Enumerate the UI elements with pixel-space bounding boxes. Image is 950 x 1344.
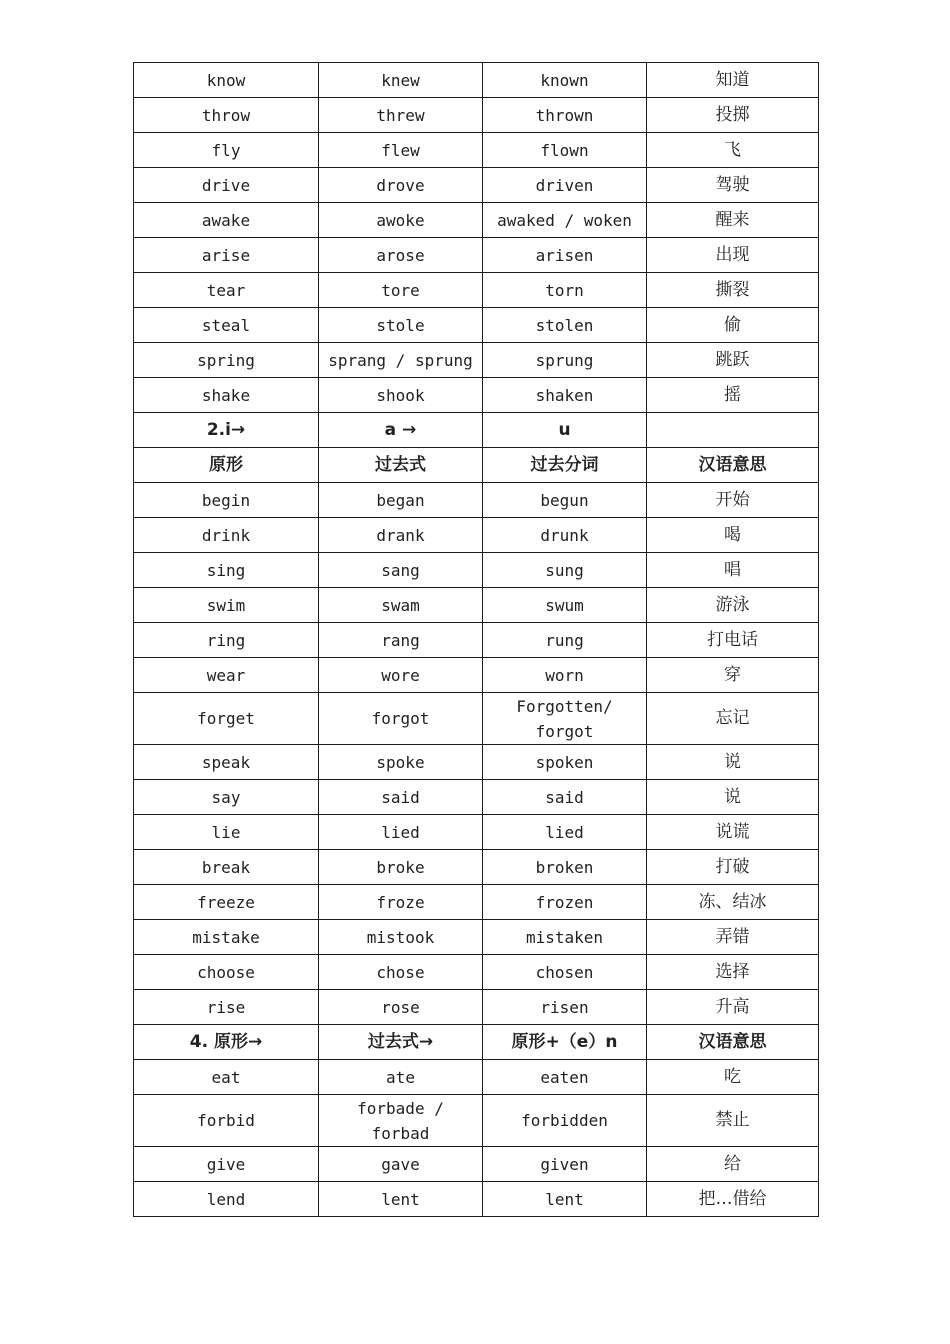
past-participle-cell: sung [483,553,647,588]
verb-row [134,658,819,693]
past-participle-cell: worn [483,658,647,693]
past-tense-cell: tore [319,273,483,308]
irregular-verb-table [133,62,819,1217]
base-form-cell: 2.i→ [134,413,319,448]
chinese-meaning-cell: 唱 [647,553,819,588]
verb-row [134,693,819,745]
past-participle-cell: rung [483,623,647,658]
base-form-cell: break [134,850,319,885]
base-form-cell: forbid [134,1095,319,1147]
chinese-meaning-cell: 把…借给 [647,1182,819,1217]
verb-row [134,308,819,343]
past-participle-cell: 原形+（e）n [483,1025,647,1060]
chinese-meaning-cell: 游泳 [647,588,819,623]
base-form-cell: lend [134,1182,319,1217]
verb-row [134,133,819,168]
base-form-cell: rise [134,990,319,1025]
verb-row [134,98,819,133]
chinese-meaning-cell: 说 [647,780,819,815]
base-form-cell: eat [134,1060,319,1095]
base-form-cell: arise [134,238,319,273]
verb-row [134,623,819,658]
past-participle-cell: forbidden [483,1095,647,1147]
verb-row [134,1182,819,1217]
past-tense-cell: flew [319,133,483,168]
chinese-meaning-cell: 汉语意思 [647,1025,819,1060]
verb-row [134,518,819,553]
chinese-meaning-cell: 知道 [647,63,819,98]
base-form-cell: choose [134,955,319,990]
chinese-meaning-cell: 摇 [647,378,819,413]
base-form-cell: mistake [134,920,319,955]
verb-row [134,885,819,920]
past-tense-cell: knew [319,63,483,98]
past-participle-cell: u [483,413,647,448]
chinese-meaning-cell: 出现 [647,238,819,273]
chinese-meaning-cell: 给 [647,1147,819,1182]
past-participle-cell: spoken [483,745,647,780]
past-participle-cell: frozen [483,885,647,920]
past-participle-cell: arisen [483,238,647,273]
base-form-cell: drive [134,168,319,203]
past-tense-cell: awoke [319,203,483,238]
base-form-cell: ring [134,623,319,658]
verb-row [134,343,819,378]
past-participle-cell: risen [483,990,647,1025]
base-form-cell: steal [134,308,319,343]
verb-table-body [134,63,819,1217]
past-tense-cell: lent [319,1182,483,1217]
past-participle-cell: stolen [483,308,647,343]
verb-row [134,780,819,815]
chinese-meaning-cell: 升高 [647,990,819,1025]
past-participle-cell: sprung [483,343,647,378]
chinese-meaning-cell: 吃 [647,1060,819,1095]
past-tense-cell: arose [319,238,483,273]
base-form-cell: begin [134,483,319,518]
past-tense-cell: stole [319,308,483,343]
chinese-meaning-cell [647,413,819,448]
base-form-cell: shake [134,378,319,413]
chinese-meaning-cell: 选择 [647,955,819,990]
chinese-meaning-cell: 打破 [647,850,819,885]
verb-row [134,588,819,623]
past-tense-cell: broke [319,850,483,885]
chinese-meaning-cell: 打电话 [647,623,819,658]
past-tense-cell: rang [319,623,483,658]
past-participle-cell: said [483,780,647,815]
base-form-cell: give [134,1147,319,1182]
chinese-meaning-cell: 撕裂 [647,273,819,308]
verb-row [134,378,819,413]
chinese-meaning-cell: 投掷 [647,98,819,133]
verb-row [134,203,819,238]
base-form-cell: sing [134,553,319,588]
chinese-meaning-cell: 弄错 [647,920,819,955]
chinese-meaning-cell: 喝 [647,518,819,553]
past-participle-cell: given [483,1147,647,1182]
past-tense-cell: mistook [319,920,483,955]
past-participle-cell: chosen [483,955,647,990]
chinese-meaning-cell: 飞 [647,133,819,168]
base-form-cell: throw [134,98,319,133]
base-form-cell: drink [134,518,319,553]
past-tense-cell: began [319,483,483,518]
past-tense-cell: threw [319,98,483,133]
chinese-meaning-cell: 说 [647,745,819,780]
past-participle-cell: begun [483,483,647,518]
verb-row [134,815,819,850]
verb-row [134,63,819,98]
past-tense-cell: wore [319,658,483,693]
verb-row [134,168,819,203]
past-participle-cell: drunk [483,518,647,553]
past-tense-cell: spoke [319,745,483,780]
base-form-cell: spring [134,343,319,378]
past-tense-cell: swam [319,588,483,623]
past-tense-cell: gave [319,1147,483,1182]
past-participle-cell: broken [483,850,647,885]
past-tense-cell: a → [319,413,483,448]
past-participle-cell: known [483,63,647,98]
chinese-meaning-cell: 禁止 [647,1095,819,1147]
past-participle-cell: driven [483,168,647,203]
past-tense-cell: drank [319,518,483,553]
past-participle-cell: lent [483,1182,647,1217]
verb-row [134,990,819,1025]
past-participle-cell: shaken [483,378,647,413]
past-tense-cell: drove [319,168,483,203]
past-tense-cell: sprang / sprung [319,343,483,378]
chinese-meaning-cell: 跳跃 [647,343,819,378]
chinese-meaning-cell: 开始 [647,483,819,518]
section-header-row [134,413,819,448]
past-tense-cell: sang [319,553,483,588]
past-participle-cell: lied [483,815,647,850]
verb-row [134,745,819,780]
base-form-cell: speak [134,745,319,780]
past-tense-cell: said [319,780,483,815]
chinese-meaning-cell: 汉语意思 [647,448,819,483]
past-tense-cell: forbade / forbad [319,1095,483,1147]
past-tense-cell: ate [319,1060,483,1095]
base-form-cell: tear [134,273,319,308]
base-form-cell: forget [134,693,319,745]
section-header-row [134,1025,819,1060]
verb-row [134,553,819,588]
base-form-cell: 原形 [134,448,319,483]
verb-row [134,483,819,518]
past-tense-cell: shook [319,378,483,413]
verb-row [134,850,819,885]
chinese-meaning-cell: 驾驶 [647,168,819,203]
verb-row [134,1147,819,1182]
past-tense-cell: 过去式 [319,448,483,483]
past-participle-cell: thrown [483,98,647,133]
base-form-cell: 4. 原形→ [134,1025,319,1060]
past-participle-cell: Forgotten/ forgot [483,693,647,745]
past-participle-cell: flown [483,133,647,168]
verb-row [134,955,819,990]
verb-row [134,238,819,273]
chinese-meaning-cell: 醒来 [647,203,819,238]
chinese-meaning-cell: 说谎 [647,815,819,850]
base-form-cell: know [134,63,319,98]
chinese-meaning-cell: 穿 [647,658,819,693]
verb-row [134,1060,819,1095]
base-form-cell: awake [134,203,319,238]
base-form-cell: freeze [134,885,319,920]
past-tense-cell: 过去式→ [319,1025,483,1060]
base-form-cell: say [134,780,319,815]
base-form-cell: fly [134,133,319,168]
chinese-meaning-cell: 冻、结冰 [647,885,819,920]
section-header-row [134,448,819,483]
past-tense-cell: lied [319,815,483,850]
verb-row [134,1095,819,1147]
verb-row [134,920,819,955]
base-form-cell: swim [134,588,319,623]
past-tense-cell: chose [319,955,483,990]
past-participle-cell: mistaken [483,920,647,955]
past-participle-cell: 过去分词 [483,448,647,483]
chinese-meaning-cell: 偷 [647,308,819,343]
past-participle-cell: eaten [483,1060,647,1095]
past-tense-cell: rose [319,990,483,1025]
past-participle-cell: awaked / woken [483,203,647,238]
past-participle-cell: torn [483,273,647,308]
past-participle-cell: swum [483,588,647,623]
past-tense-cell: froze [319,885,483,920]
base-form-cell: lie [134,815,319,850]
chinese-meaning-cell: 忘记 [647,693,819,745]
base-form-cell: wear [134,658,319,693]
verb-row [134,273,819,308]
past-tense-cell: forgot [319,693,483,745]
